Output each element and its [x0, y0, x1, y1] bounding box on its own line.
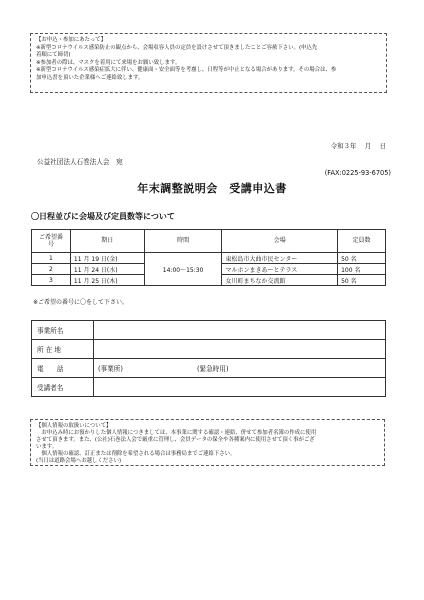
- address-label: 所 在 地: [32, 340, 94, 359]
- row-venue: 東松島市大曲市民センター: [222, 253, 338, 264]
- privacy-line: (当日は道路会場へお越しください): [36, 458, 122, 464]
- form-row-attendee: [32, 378, 386, 397]
- header-capacity: 定員数: [338, 230, 386, 253]
- application-form: [31, 320, 386, 397]
- company-label: 事業所名: [32, 321, 94, 340]
- row-date: 11 月 24 日(水): [70, 264, 144, 275]
- fax-number: (FAX:0225-93-6705): [324, 169, 391, 177]
- row-capacity: 50 名: [338, 253, 386, 264]
- addressee: 公益社団法人石巻法人会 宛: [37, 158, 123, 166]
- schedule-table: [31, 229, 386, 286]
- section-heading: 〇日程並びに会場及び定員数等について: [31, 212, 175, 221]
- phone-field[interactable]: [94, 359, 386, 378]
- privacy-line: 個人情報の確認、訂正または削除を希望される場合は事務局までご連絡下さい。: [36, 451, 236, 457]
- shared-time: 14:00～15:30: [144, 253, 222, 286]
- form-row-address: [32, 340, 386, 359]
- row-number[interactable]: 2: [32, 264, 71, 275]
- address-field[interactable]: [94, 340, 386, 359]
- date-line: 令和３年 月 日: [330, 142, 386, 150]
- notice-line: 加申込書を頂いた企業様へご連絡致します。: [36, 74, 144, 81]
- row-number[interactable]: 3: [32, 275, 71, 286]
- row-number[interactable]: 1: [32, 253, 71, 264]
- privacy-box: [30, 419, 385, 466]
- page-title: 年末調整説明会 受講申込書: [137, 182, 287, 195]
- schedule-header-row: [32, 230, 386, 253]
- privacy-line: います。: [36, 444, 58, 450]
- header-number: ご希望番号: [32, 230, 71, 253]
- phone-label: 電 話: [32, 359, 94, 378]
- attendee-field[interactable]: [94, 378, 386, 397]
- row-capacity: 50 名: [338, 275, 386, 286]
- notice-heading: 【お申込・参加にあたって】: [36, 37, 107, 43]
- table-row: [32, 253, 386, 264]
- header-venue: 会場: [222, 230, 338, 253]
- row-date: 11 月 19 日(金): [70, 253, 144, 264]
- notice-line: ※新型コロナウイルス感染防止の観点から、会場収容人員の定員を設けさせて頂きましたことご容赦下さい。(申込先: [36, 44, 318, 51]
- form-row-phone: [32, 359, 386, 378]
- row-capacity: 100 名: [338, 264, 386, 275]
- row-date: 11 月 25 日(木): [70, 275, 144, 286]
- row-venue: 女川町まちなか交流館: [222, 275, 338, 286]
- phone-office-label: (事業所): [98, 365, 123, 373]
- notice-line: ※新型コロナウイルス感染症拡大に伴い、健康面・安全面等を考慮し、日程等が中止となる場合があります。その場合は、参: [36, 67, 337, 74]
- selection-note: ※ご希望の番号に〇をして下さい。: [33, 299, 129, 306]
- form-row-company: [32, 321, 386, 340]
- privacy-line: させて頂きます。また、(公社)石巻法人会で厳重に管理し、会員データの保全や各種案内に使用させて頂く事がござ: [36, 437, 315, 443]
- attendee-label: 受講者名: [32, 378, 94, 397]
- privacy-heading: 【個人情報の取扱いについて】: [36, 423, 112, 429]
- notice-line: 着順にて締切): [36, 52, 71, 59]
- header-date: 期日: [70, 230, 144, 253]
- company-field[interactable]: [94, 321, 386, 340]
- privacy-line: お申込み時にお預かりした個人情報につきましては、本事業に関する確認・連絡、併せて参加者名簿の作成に使用: [36, 430, 317, 436]
- phone-emergency-label: (緊急時用): [197, 365, 229, 373]
- notice-box: [30, 33, 387, 93]
- row-venue: マルホンまきあーとテラス: [222, 264, 338, 275]
- notice-line: ※参加者の際は、マスクを着用にて来場をお願い致します。: [36, 59, 181, 66]
- header-time: 時間: [144, 230, 222, 253]
